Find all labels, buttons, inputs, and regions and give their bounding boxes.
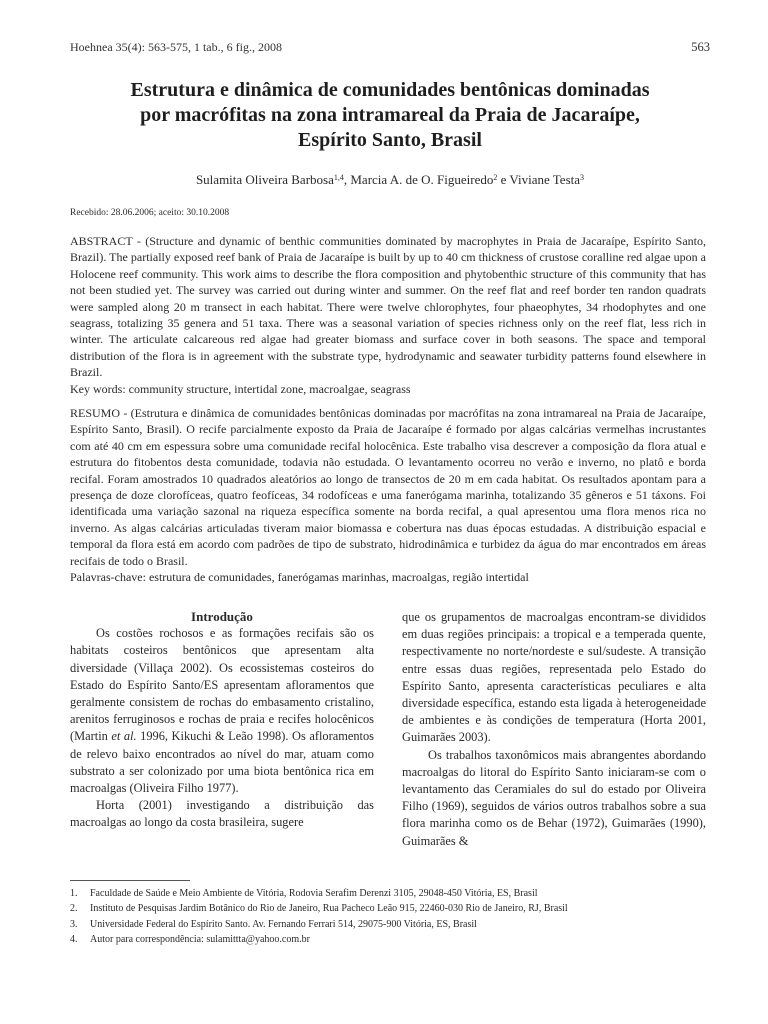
title-line-2: por macrófitas na zona intramareal da Praia de Jacaraípe, bbox=[140, 104, 640, 126]
journal-citation: Hoehnea 35(4): 563-575, 1 tab., 6 fig., 2008 bbox=[70, 40, 282, 54]
footnotes bbox=[70, 886, 710, 947]
author-name: Marcia A. de O. Figueiredo bbox=[350, 172, 494, 187]
paragraph-text: Os costões rochosos e as formações recifais são os habitats costeiros bentônicos que apresentam alta diversidade (Villaça 2002). Os ecossistemas costeiros do Estado do Espírito Santo/ES apresentam afloramentos que geralmente consistem de rochas do embasamento cristalino, arenitos ferruginosos e rochas de praia e recifes holocênicos (Martin bbox=[70, 626, 374, 744]
footnote-divider bbox=[70, 880, 190, 881]
footnote bbox=[70, 901, 710, 916]
author-list bbox=[70, 172, 710, 188]
author-separator: , bbox=[343, 172, 351, 187]
received-dates: Recebido: 28.06.2006; aceito: 30.10.2008 bbox=[70, 208, 230, 218]
author-affiliation-mark: 2 bbox=[493, 173, 498, 182]
abstract-keywords: Key words: community structure, intertidal zone, macroalgae, seagrass bbox=[70, 381, 411, 396]
footnote-number: 2. bbox=[70, 903, 78, 915]
footnote-number: 4. bbox=[70, 933, 78, 945]
footnote-text: Autor para correspondência: sulamittta@yahoo.com.br bbox=[90, 933, 310, 945]
body-paragraph: Horta (2001) investigando a distribuição das macroalgas ao longo da costa brasileira, sugere bbox=[70, 798, 374, 830]
body-column-right bbox=[402, 609, 706, 850]
running-head bbox=[70, 40, 710, 55]
page-number: 563 bbox=[691, 40, 710, 54]
resumo-keywords: Palavras-chave: estrutura de comunidades, fanerógamas marinhas, macroalgas, região intertidal bbox=[70, 570, 529, 585]
footnote bbox=[70, 932, 710, 947]
author-separator: e bbox=[497, 172, 510, 187]
body-column-left bbox=[70, 608, 374, 832]
body-paragraph: Os trabalhos taxonômicos mais abrangentes abordando macroalgas do litoral do Espírito Santo iniciaram-se com o levantamento das Ceramiales do sul do estado por Oliveira Filho (1969), seguidos de vários outros trabalhos sobre a sua flora marinha como os de Behar (1972), Guimarães (1990), Guimarães & bbox=[402, 747, 706, 848]
author-name: Sulamita Oliveira Barbosa bbox=[195, 172, 334, 187]
resumo-text: RESUMO - (Estrutura e dinâmica de comunidades bentônicas dominadas por macrófitas na zona intramareal na Praia de Jacaraípe, Espírito Santo, Brasil). O recife parcialmente exposto da Praia de Jacaraípe é formado por algas calcárias vermelhas incrustantes com até 40 cm em espessura sobre uma comunidade recifal holocênica. Este trabalho visa descrever a composição da flora atual e estrutura do fitobentos desta comunidade, todavia não estudada. O levantamento ocorreu no verão e inverno, no platô e borda recifal. Foram amostrados 10 quadrados aleatórios ao longo de transectos de 20 m em cada habitat. Os resultados apontam para a presença de doze clorofíceas, quatro feofíceas, 34 rodofíceas e uma fanerógama marinha, totalizando 35 gêneros e 51 táxons. Foi identificada uma variação sazonal na riqueza específica somente na borda recifal, a qual apresentou uma flora menos rica no inverno. As algas calcárias articuladas tiveram maior biomassa e cobertura nas duas épocas estudadas. A distribuição espacial e temporal da flora está em acordo com padrões de tipo de substrato, hidrodinâmica e turbidez da água do mar encontrados em áreas recifais de todo o Brasil. bbox=[70, 406, 706, 568]
resumo bbox=[70, 405, 706, 585]
footnote-text: Universidade Federal do Espírito Santo. Av. Fernando Ferrari 514, 29075-900 Vitória, ES, Brasil bbox=[90, 918, 477, 930]
author-affiliation-mark: 3 bbox=[580, 173, 585, 182]
body-paragraph: que os grupamentos de macroalgas encontram-se divididos em duas regiões principais: a tropical e a temperada quente, respectivamente no norte/nordeste e sul/sudeste. A transição entre essas duas regiões, representada pelo Estado do Espírito Santo, apresenta características peculiares e alta diversidade específica, estando esta ligada à heterogeneidade de ambientes e às condições de temperatura (Horta 2001, Guimarães 2003). bbox=[402, 610, 706, 745]
section-heading: Introdução bbox=[191, 609, 253, 624]
abstract-text: ABSTRACT - (Structure and dynamic of benthic communities dominated by macrophytes in Praia de Jacaraípe, Espírito Santo, Brazil). The partially exposed reef bank of Praia de Jacaraípe is built by up to 40 cm thickness of crustose coralline red algae upon a Holocene reef community. This work aims to describe the flora composition and phytobenthic structure of this community that has not been studied yet. The survey was carried out during winter and summer. On the reef flat and reef border ten randon quadrats were sampled along 20 m transect in each habitat. There were twelve chlorophytes, four phaeophytes, 34 rhodophytes and one seagrass, totalizing 35 genera and 51 taxa. There was a seasonal variation of species richness only on the reef flat, less rich in winter. The articulate calcareous red algae had greater biomass and surface cover in both seasons. The space and temporal distribution of the flora is in agreement with the substrate type, hydrodynamic and seawater turbidity patterns found elsewhere in Brazil. bbox=[70, 234, 706, 380]
paragraph-text: 1996, Kikuchi & Leão 1998). Os afloramentos de relevo baixo encontrados ao nível do mar, atuam como substrato a ser colonizado por uma biota bentônica rica em macroalgas (Oliveira Filho 1977). bbox=[70, 729, 374, 796]
author-affiliation-mark: 1,4 bbox=[333, 173, 344, 182]
footnote bbox=[70, 917, 710, 932]
article-title bbox=[70, 78, 710, 153]
author-name: Viviane Testa bbox=[509, 172, 581, 187]
body-paragraph bbox=[70, 625, 374, 797]
footnote-text: Instituto de Pesquisas Jardim Botânico do Rio de Janeiro, Rua Pacheco Leão 915, 22460-030 Rio de Janeiro, RJ, Brasil bbox=[90, 903, 568, 915]
abstract bbox=[70, 233, 706, 397]
title-line-1: Estrutura e dinâmica de comunidades bentônicas dominadas bbox=[130, 79, 650, 101]
footnote-number: 3. bbox=[70, 918, 78, 930]
title-line-3: Espírito Santo, Brasil bbox=[298, 129, 482, 151]
footnote-text: Faculdade de Saúde e Meio Ambiente de Vitória, Rodovia Serafim Derenzi 3105, 29048-450 Vitória, ES, Brasil bbox=[90, 888, 538, 899]
footnote bbox=[70, 886, 710, 901]
footnote-number: 1. bbox=[70, 888, 78, 899]
et-al-text: et al. bbox=[111, 729, 137, 744]
